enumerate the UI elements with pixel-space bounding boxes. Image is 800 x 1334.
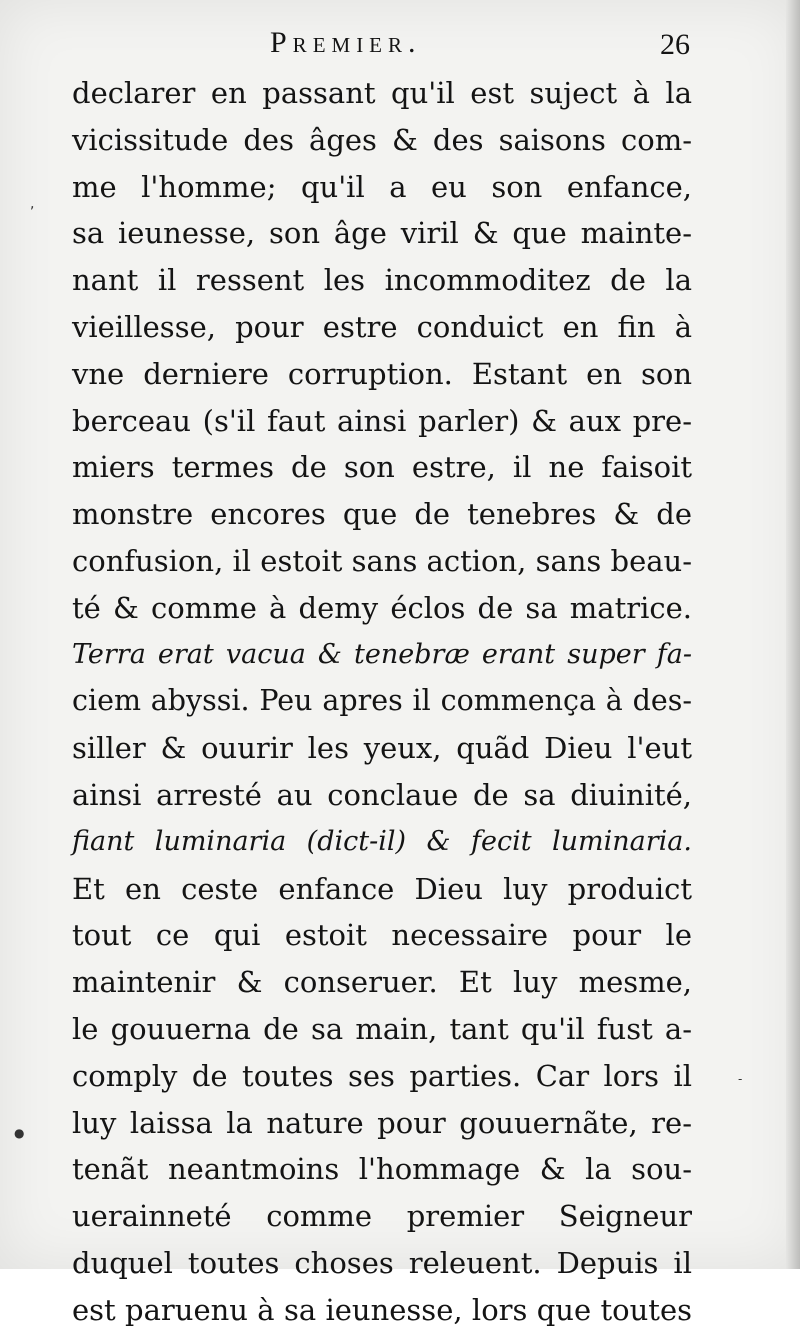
text-line: luy laissa la nature pour gouuernãte, re- [72,1105,692,1140]
margin-mark: ● [14,1126,25,1140]
text-line: vicissitude des âges & des saisons com- [72,122,692,157]
text-line: berceau (s'il faut ainsi parler) & aux pre- [72,403,692,438]
text-line: siller & ouurir les yeux, quãd Dieu l'eut [72,731,692,766]
margin-mark: - [738,1072,743,1086]
text-line: declarer en passant qu'il est suject à la [72,76,692,110]
text-line: ainsi arresté au conclaue de sa diuinité, [72,777,692,812]
text-line: Et en ceste enfance Dieu luy produict [72,871,692,906]
text-line: tenãt neantmoins l'hommage & la sou- [72,1152,692,1187]
text-line: vne derniere corruption. Estant en son [72,356,692,391]
text-line: ciem abyssi. Peu apres il commença à des- [72,684,692,718]
text-line: me l'homme; qu'il a eu son enfance, [72,169,692,204]
page-number: 26 [660,28,690,61]
text-line: est paruenu à sa ieunesse, lors que toutes [72,1292,692,1327]
text-line: sa ieunesse, son âge viril & que mainte- [72,216,692,251]
text-line: tout ce qui estoit necessaire pour le [72,918,692,953]
text-line: comply de toutes ses parties. Car lors il [72,1058,692,1093]
text-line: nant il ressent les incommoditez de la [72,263,692,298]
text-line: uerainneté comme premier Seigneur [72,1199,692,1234]
text-line: monstre encores que de tenebres & de [72,497,692,532]
body-text [72,70,692,1334]
running-head [70,22,690,70]
text-line: duquel toutes choses releuent. Depuis il [72,1245,692,1280]
margin-mark: , [30,196,35,212]
text-line: Terra erat vacua & tenebræ erant super fa- [72,638,692,670]
text-line: vieillesse, pour estre conduict en fin à [72,309,692,344]
text-line: fiant luminaria (dict-il) & fecit luminaria. [72,825,692,857]
text-line: té & comme à demy éclos de sa matrice. [72,590,692,625]
text-line: miers termes de son estre, il ne faisoit [72,450,692,485]
text-line: maintenir & conseruer. Et luy mesme, [72,965,692,1000]
page-edge [786,0,800,1269]
text-line: confusion, il estoit sans action, sans beau- [72,543,693,578]
running-head-title: Premier. [270,26,422,59]
text-line: le gouuerna de sa main, tant qu'il fust a- [72,1011,692,1046]
